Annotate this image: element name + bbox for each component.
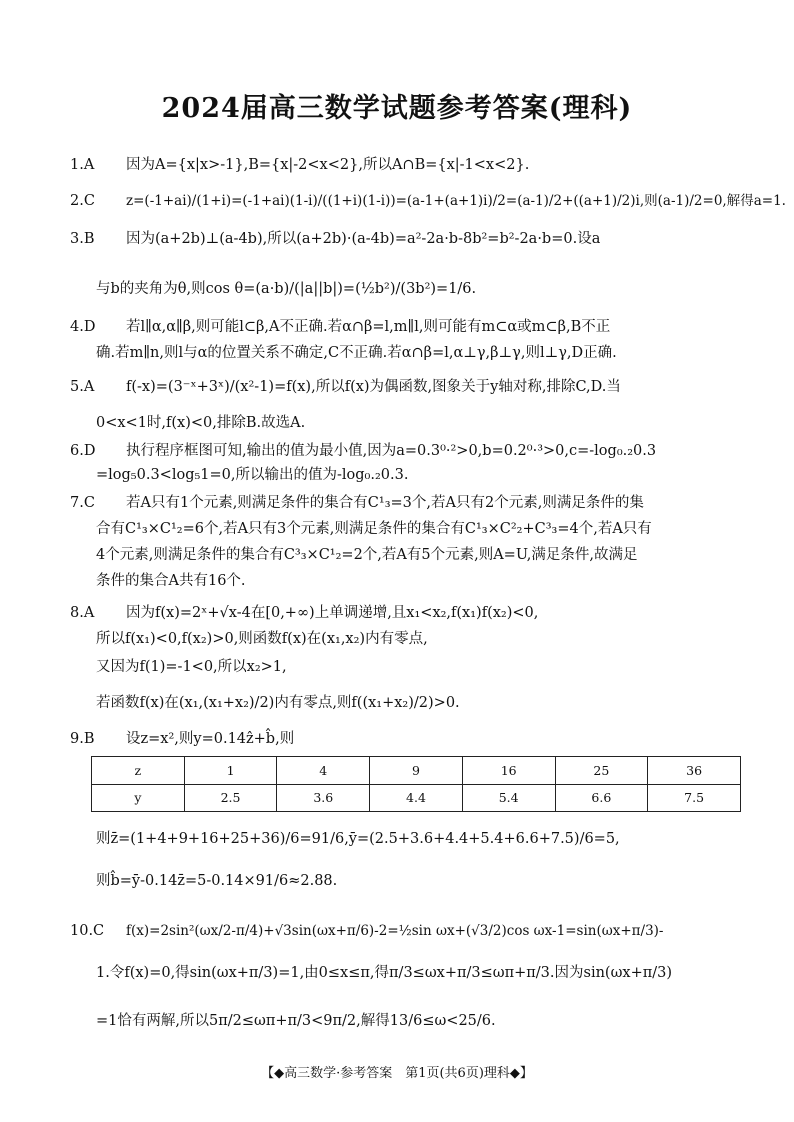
answer-8-line-4: 若函数f(x)在(x₁,(x₁+x₂)/2)内有零点,则f((x₁+x₂)/2)>0. — [96, 695, 460, 711]
answer-8-line-3: 又因为f(1)=-1<0,所以x₂>1, — [96, 659, 287, 675]
answer-7-line-2: 合有C¹₃×C¹₂=6个,若A只有3个元素,则满足条件的集合有C¹₃×C²₂+C³₃=4个,若A只有 — [96, 521, 652, 537]
answer-8-line-1: 8.A 因为f(x)=2ˣ+√x-4在[0,+∞)上单调递增,且x₁<x₂,f(x₁)f(x₂)<0, — [70, 605, 539, 621]
answer-1-line-1: 1.A 因为A={x|x>-1},B={x|-2<x<2},所以A∩B={x|-1<x<2}. — [70, 157, 530, 173]
answer-10-line-1: 10.C f(x)=2sin²(ωx/2-π/4)+√3sin(ωx+π/6)-2=½sin ωx+(√3/2)cos ωx-1=sin(ωx+π/3)- — [70, 923, 664, 939]
answer-4-line-2: 确.若m∥n,则l与α的位置关系不确定,C不正确.若α∩β=l,α⊥γ,β⊥γ,则l⊥γ,D正确. — [96, 345, 617, 361]
answer-7-line-3: 4个元素,则满足条件的集合有C³₃×C¹₂=2个,若A有5个元素,则A=U,满足条件,故满足 — [96, 547, 638, 563]
page-footer: 【◆高三数学·参考答案 第1页(共6页)理科◆】 — [261, 1066, 533, 1081]
answer-9-line-3: 则b̂=ȳ-0.14z̄=5-0.14×91/6≈2.88. — [96, 873, 338, 889]
page-title: 2024届高三数学试题参考答案(理科) — [161, 93, 633, 124]
answer-3-line-1: 3.B 因为(a+2b)⊥(a-4b),所以(a+2b)·(a-4b)=a²-2a·b-8b²=b²-2a·b=0.设a — [70, 231, 601, 247]
data-table — [91, 756, 741, 812]
answer-9-line-1: 9.B 设z=x²,则y=0.14ẑ+b̂,则 — [70, 731, 295, 747]
table-row: y 2.5 3.6 4.4 5.4 6.6 7.5 — [92, 784, 741, 812]
answer-2-line-1: 2.C z=(-1+ai)/(1+i)=(-1+ai)(1-i)/((1+i)(1-i))=(a-1+(a+1)i)/2=(a-1)/2+((a+1)/2)i,则(a-1)/2=0,解得a=1. — [70, 193, 786, 209]
answer-9-line-2: 则z̄=(1+4+9+16+25+36)/6=91/6,ȳ=(2.5+3.6+4.4+5.4+6.6+7.5)/6=5, — [96, 831, 620, 847]
answer-10-line-2: 1.令f(x)=0,得sin(ωx+π/3)=1,由0≤x≤π,得π/3≤ωx+π/3≤ωπ+π/3.因为sin(ωx+π/3) — [96, 965, 673, 981]
answer-7-line-4: 条件的集合A共有16个. — [96, 573, 246, 589]
answer-10-line-3: =1恰有两解,所以5π/2≤ωπ+π/3<9π/2,解得13/6≤ω<25/6. — [96, 1013, 496, 1029]
table-row: z 1 4 9 16 25 36 — [92, 757, 741, 785]
answer-7-line-1: 7.C 若A只有1个元素,则满足条件的集合有C¹₃=3个,若A只有2个元素,则满足条件的集 — [70, 495, 644, 511]
answer-6-line-1: 6.D 执行程序框图可知,输出的值为最小值,因为a=0.3⁰·²>0,b=0.2⁰·³>0,c=-log₀.₂0.3 — [70, 443, 657, 459]
answer-8-line-2: 所以f(x₁)<0,f(x₂)>0,则函数f(x)在(x₁,x₂)内有零点, — [96, 631, 428, 647]
answer-3-line-2: 与b的夹角为θ,则cos θ=(a·b)/(|a||b|)=(½b²)/(3b²)=1/6. — [96, 281, 477, 297]
answer-5-line-2: 0<x<1时,f(x)<0,排除B.故选A. — [96, 415, 306, 431]
answer-5-line-1: 5.A f(-x)=(3⁻ˣ+3ˣ)/(x²-1)=f(x),所以f(x)为偶函数,图象关于y轴对称,排除C,D.当 — [70, 379, 621, 395]
answer-6-line-2: =log₅0.3<log₅1=0,所以输出的值为-log₀.₂0.3. — [96, 467, 409, 483]
answer-4-line-1: 4.D 若l∥α,α∥β,则可能l⊂β,A不正确.若α∩β=l,m∥l,则可能有m⊂α或m⊂β,B不正 — [70, 319, 611, 335]
